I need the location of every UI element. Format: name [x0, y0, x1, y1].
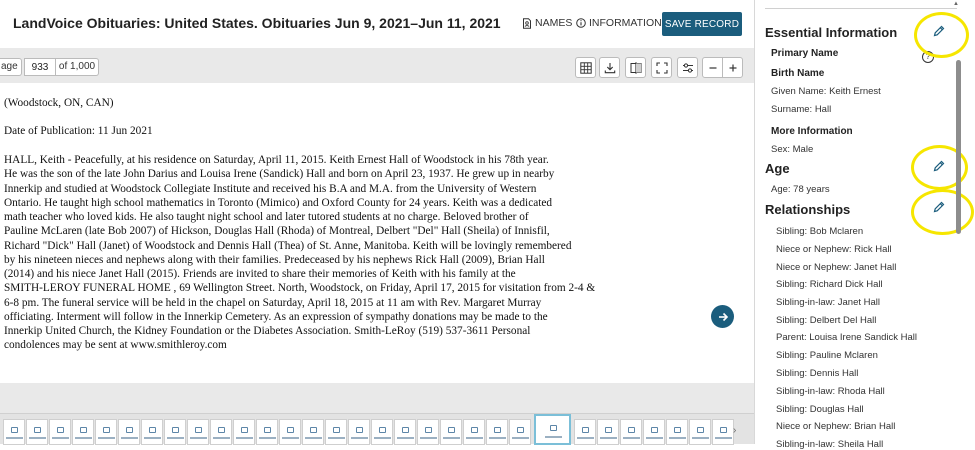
image-icon — [103, 427, 110, 433]
filmstrip-thumb[interactable] — [394, 419, 416, 445]
body-line: by his nineteen nieces and nephews along with their families. Predeceased by his nephews Rick Hall (2009), Brian Hall — [4, 253, 545, 266]
filmstrip-thumb[interactable] — [348, 419, 370, 445]
filmstrip-thumb[interactable] — [643, 419, 665, 445]
save-record-button[interactable]: SAVE RECORD — [662, 12, 742, 36]
filmstrip-thumb[interactable] — [49, 419, 71, 445]
thumb-caption-bar — [715, 437, 732, 439]
record-info-panel — [755, 0, 975, 450]
filmstrip-thumb[interactable] — [712, 419, 737, 445]
sex-field: Sex: Male — [771, 144, 814, 155]
page-total: of 1,000 — [56, 58, 99, 76]
thumb-caption-bar — [577, 437, 594, 439]
relationship-item: Parent: Louisa Irene Sandick Hall — [776, 332, 917, 343]
filmstrip-thumb[interactable] — [302, 419, 324, 445]
image-icon — [149, 427, 156, 433]
page-label: age — [0, 58, 22, 76]
thumb-caption-bar — [397, 437, 414, 439]
image-icon — [34, 427, 41, 433]
scroll-up-icon[interactable]: ▲ — [953, 1, 959, 7]
relationship-item: Sibling: Pauline Mclaren — [776, 350, 878, 361]
image-icon — [172, 427, 179, 433]
names-link[interactable] — [522, 17, 572, 29]
page-number-input[interactable] — [24, 58, 56, 76]
filmstrip-thumb[interactable] — [233, 419, 255, 445]
image-icon — [448, 427, 455, 433]
thumb-caption-bar — [98, 437, 115, 439]
grid-icon — [580, 62, 592, 74]
essential-info-heading: Essential Information — [765, 25, 898, 40]
body-line: officiating. Interment will follow in the Innerkip Cemetery. As an expression of sympathy donations may be made to the — [4, 310, 548, 323]
information-label: INFORMATION — [589, 17, 662, 29]
filmstrip-thumb[interactable] — [666, 419, 688, 445]
filmstrip-thumb[interactable] — [256, 419, 278, 445]
image-icon — [264, 427, 271, 433]
image-icon — [425, 427, 432, 433]
fullscreen-button[interactable] — [651, 57, 672, 78]
more-info-label: More Information — [771, 126, 853, 137]
image-icon — [80, 427, 87, 433]
thumb-caption-bar — [259, 437, 276, 439]
body-line: Innerkip United Church, the Kidney Foundation or the Diabetes Association. Smith-LeRoy (519) 537-3611 Personal — [4, 325, 531, 337]
filmstrip-thumb[interactable] — [210, 419, 232, 445]
thumb-caption-bar — [489, 437, 506, 439]
image-icon — [218, 427, 225, 433]
body-line: Ontario. He taught high school mathematics in Toronto (Mimico) and Oxford County for 24 years. Keith was a dedicated — [4, 196, 553, 209]
age-field: Age: 78 years — [771, 184, 830, 195]
image-icon — [605, 427, 612, 433]
compare-button[interactable] — [625, 57, 646, 78]
body-line: condolences may be sent at www.smithleroy.com — [4, 339, 227, 352]
body-line: SMITH-LEROY FUNERAL HOME , 69 Wellington Street. North, Woodstock, on Friday, April 17, 2015 for visitation from 2-4 & — [4, 282, 596, 295]
relationship-item: Niece or Nephew: Brian Hall — [776, 421, 896, 432]
thumb-caption-bar — [443, 437, 460, 439]
filmstrip-thumb[interactable] — [72, 419, 94, 445]
relationship-item: Sibling: Richard Dick Hall — [776, 279, 883, 290]
thumb-caption-bar — [669, 437, 686, 439]
filmstrip-thumb[interactable] — [597, 419, 619, 445]
image-icon — [402, 427, 409, 433]
surname-field: Surname: Hall — [771, 104, 832, 115]
body-line: HALL, Keith - Peacefully, at his residence on Saturday, April 11, 2015. Keith Ernest Hall of Woodstock in his 78th year. — [4, 154, 549, 166]
image-icon — [310, 427, 317, 433]
image-icon — [517, 427, 524, 433]
relationship-item: Sibling-in-law: Sheila Hall — [776, 439, 884, 450]
image-icon — [628, 427, 635, 433]
filmstrip-thumb[interactable] — [279, 419, 301, 445]
image-icon — [651, 427, 658, 433]
thumb-caption-bar — [236, 437, 253, 439]
relationship-item: Sibling-in-law: Janet Hall — [776, 297, 881, 308]
panel-scrollbar-thumb[interactable] — [956, 60, 961, 234]
filmstrip-thumb[interactable] — [371, 419, 393, 445]
relationship-item: Sibling-in-law: Rhoda Hall — [776, 386, 885, 397]
image-icon — [195, 427, 202, 433]
obituary-body — [4, 153, 704, 353]
image-icon — [582, 427, 589, 433]
edit-essential-info-icon[interactable] — [932, 24, 946, 38]
age-heading: Age — [765, 161, 790, 176]
fullscreen-icon — [656, 62, 668, 74]
thumb-caption-bar — [52, 437, 69, 439]
image-icon — [356, 427, 363, 433]
download-button[interactable] — [599, 57, 620, 78]
image-icon — [287, 427, 294, 433]
thumb-caption-bar — [6, 437, 23, 439]
relationship-item: Niece or Nephew: Rick Hall — [776, 244, 892, 255]
image-icon — [471, 427, 478, 433]
adjust-image-button[interactable] — [677, 57, 698, 78]
thumb-caption-bar — [144, 437, 161, 439]
arrow-right-icon — [717, 311, 729, 323]
body-line: 6-8 pm. The funeral service will be held in the chapel on Saturday, April 18, 2015 at 11 am with Rev. Margaret Murray — [4, 296, 542, 309]
information-link[interactable] — [576, 17, 662, 29]
relationship-item: Sibling: Douglas Hall — [776, 404, 864, 415]
edit-relationships-icon[interactable] — [932, 200, 946, 214]
given-name-field: Given Name: Keith Ernest — [771, 86, 881, 97]
filmstrip-thumb[interactable] — [417, 419, 439, 445]
filmstrip-thumb-current[interactable] — [534, 414, 571, 445]
filmstrip-thumb[interactable] — [620, 419, 642, 445]
image-icon — [57, 427, 64, 433]
birth-name-label: Birth Name — [771, 68, 825, 79]
viewer-lower-band — [0, 383, 754, 413]
image-icon — [550, 425, 557, 431]
filmstrip-thumb[interactable] — [440, 419, 462, 445]
thumb-caption-bar — [374, 437, 391, 439]
filmstrip-thumb[interactable] — [3, 419, 25, 445]
thumb-caption-bar — [328, 437, 345, 439]
filmstrip-thumb[interactable] — [509, 419, 531, 445]
document-text-area — [0, 83, 754, 383]
thumb-caption-bar — [75, 437, 92, 439]
relationship-item: Sibling: Bob Mclaren — [776, 226, 864, 237]
filmstrip-next-icon[interactable]: › — [733, 425, 737, 436]
image-icon — [241, 427, 248, 433]
body-line: math teacher who loved kids. He also taught night school and later tutored students at no charge. Beloved brother of — [4, 211, 529, 223]
relationship-item: Sibling: Delbert Del Hall — [776, 315, 877, 326]
thumb-caption-bar — [466, 437, 483, 439]
edit-age-icon[interactable] — [932, 159, 946, 173]
body-line: Richard "Dick" Hall (Janet) of Woodstock and Dennis Hall (Thea) of St. Anne, Manitoba. Keith will be lovingly remembered — [4, 239, 572, 252]
thumb-caption-bar — [282, 437, 299, 439]
body-line: (2014) and his niece Janet Hall (2015). Friends are invited to share their memories of Keith with his family at the — [4, 268, 516, 280]
thumb-caption-bar — [213, 437, 230, 439]
page-title: LandVoice Obituaries: United States. Obituaries Jun 9, 2021–Jun 11, 2021 — [13, 15, 501, 31]
image-icon — [379, 427, 386, 433]
relationship-item: Sibling: Dennis Hall — [776, 368, 859, 379]
image-icon — [720, 427, 727, 433]
filmstrip-thumb[interactable] — [141, 419, 163, 445]
body-line: He was the son of the late John Darius and Louisa Irene (Sandick) Hall and born on April 23, 1937. He grew up in nearby — [4, 168, 555, 181]
filmstrip-thumb[interactable] — [463, 419, 485, 445]
grid-view-button[interactable] — [575, 57, 596, 78]
thumb-caption-bar — [623, 437, 640, 439]
adjust-icon — [682, 62, 694, 74]
names-icon — [522, 18, 532, 29]
image-icon — [126, 427, 133, 433]
panel-top-rule — [765, 8, 957, 9]
thumb-caption-bar — [190, 437, 207, 439]
thumb-caption-bar — [692, 437, 709, 439]
image-icon — [674, 427, 681, 433]
filmstrip-thumb[interactable] — [118, 419, 140, 445]
thumb-caption-bar — [512, 437, 529, 439]
image-icon — [333, 427, 340, 433]
zoom-out-button[interactable] — [702, 57, 723, 78]
filmstrip-thumb[interactable] — [574, 419, 596, 445]
body-line: Pauline McLaren (late Bob 2007) of Hickson, Douglas Hall (Rhoda) of Montreal, Delbert "Del" Hall (Sheila) of Innisfil, — [4, 225, 550, 238]
filmstrip-thumb[interactable] — [187, 419, 209, 445]
names-label: NAMES — [535, 17, 573, 29]
image-icon — [697, 427, 704, 433]
filmstrip-thumb[interactable] — [26, 419, 48, 445]
header-bar — [0, 0, 754, 48]
thumb-caption-bar — [305, 437, 322, 439]
thumb-caption-bar — [121, 437, 138, 439]
thumb-caption-bar — [420, 437, 437, 439]
filmstrip-thumb[interactable] — [95, 419, 117, 445]
thumb-caption-bar — [646, 437, 663, 439]
filmstrip-thumb[interactable] — [486, 419, 508, 445]
relationship-item: Niece or Nephew: Janet Hall — [776, 262, 897, 273]
filmstrip-thumb[interactable] — [325, 419, 347, 445]
thumb-caption-bar — [545, 436, 562, 438]
body-line: Innerkip and studied at Woodstock Collegiate Institute and received his B.A and M.A. from the University of Western — [4, 182, 537, 195]
download-icon — [604, 62, 616, 74]
zoom-out-icon — [708, 63, 718, 73]
zoom-in-button[interactable] — [722, 57, 743, 78]
filmstrip-thumb[interactable] — [689, 419, 711, 445]
thumb-caption-bar — [29, 437, 46, 439]
relationships-heading: Relationships — [765, 202, 851, 217]
info-icon — [576, 18, 586, 28]
next-page-button[interactable] — [711, 305, 734, 328]
primary-name-label: Primary Name — [771, 48, 839, 59]
zoom-in-icon — [728, 63, 738, 73]
compare-icon — [630, 62, 642, 74]
document-location: (Woodstock, ON, CAN) — [4, 97, 114, 109]
image-icon — [11, 427, 18, 433]
image-icon — [494, 427, 501, 433]
help-icon[interactable]: ? — [922, 51, 934, 63]
publication-date: Date of Publication: 11 Jun 2021 — [4, 125, 153, 137]
thumb-caption-bar — [600, 437, 617, 439]
thumb-caption-bar — [351, 437, 368, 439]
thumb-caption-bar — [167, 437, 184, 439]
filmstrip-thumb[interactable] — [164, 419, 186, 445]
